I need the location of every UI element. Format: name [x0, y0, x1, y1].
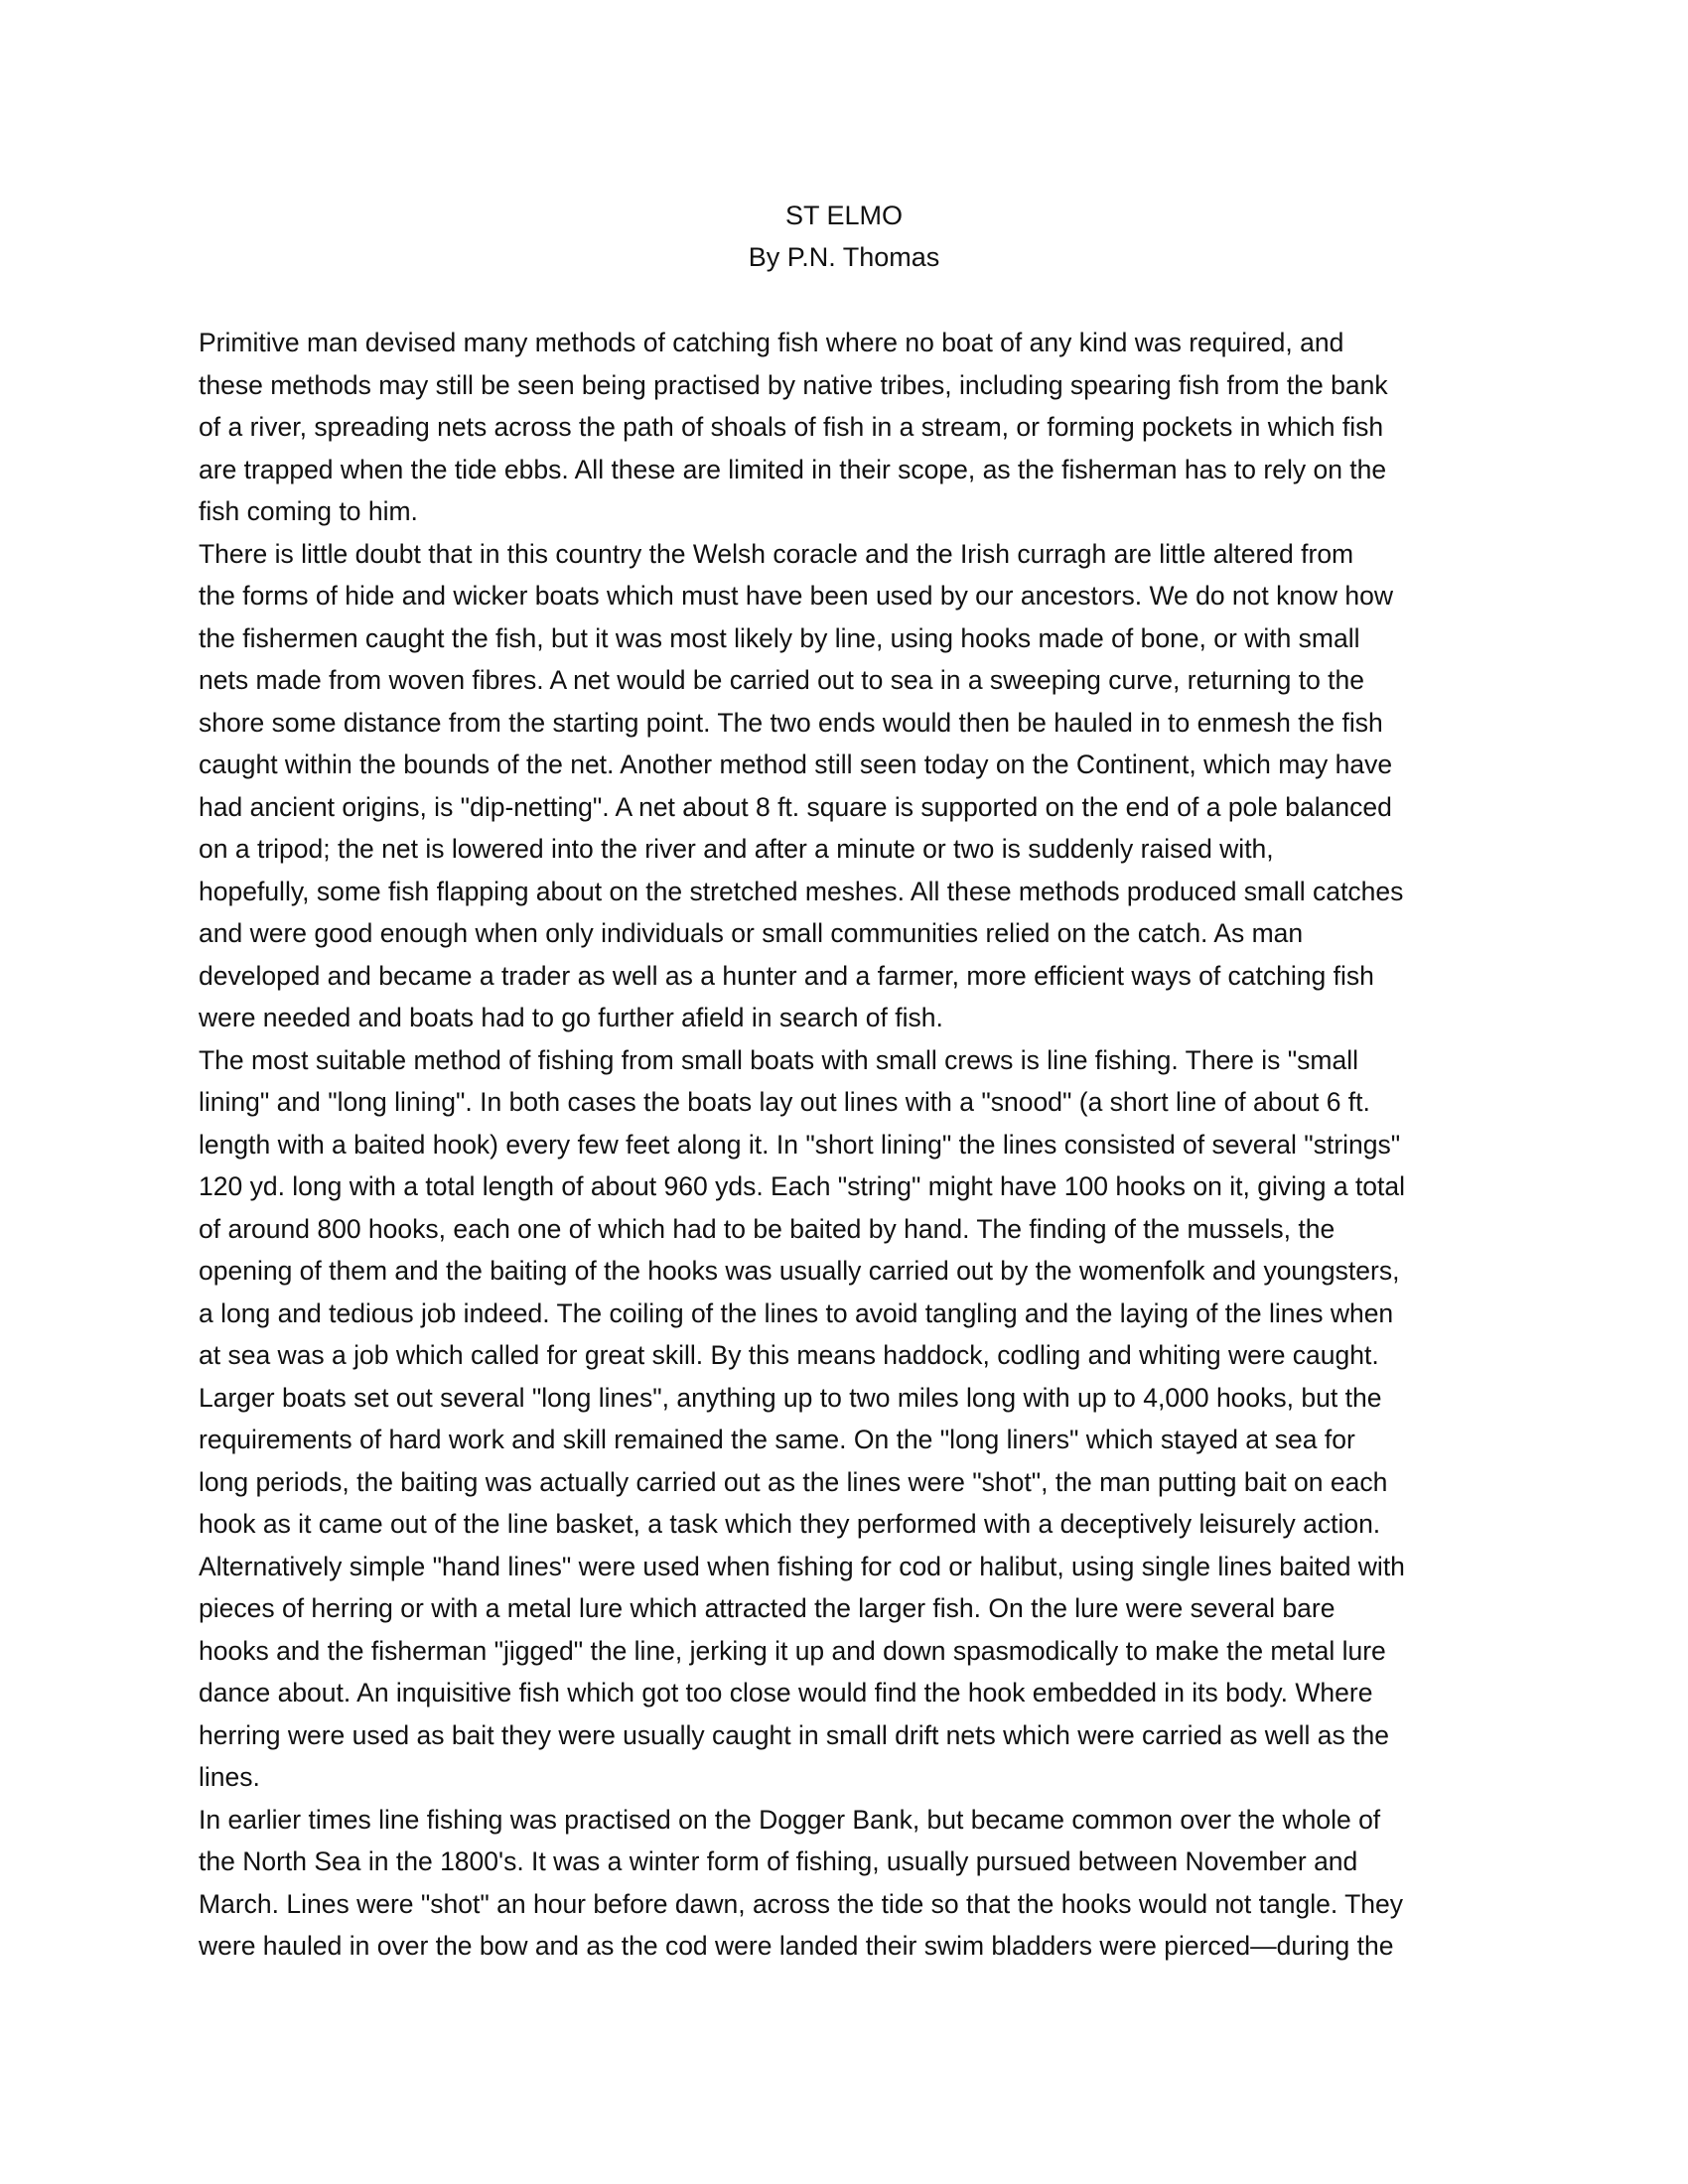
text-line: Alternatively simple "hand lines" were used when fishing for cod or halibut, using single lines baited with — [199, 1551, 1405, 1581]
text-line: the forms of hide and wicker boats which must have been used by our ancestors. We do not know how — [199, 581, 1393, 611]
text-line: the fishermen caught the fish, but it was most likely by line, using hooks made of bone, or with small — [199, 622, 1360, 653]
text-line: at sea was a job which called for great skill. By this means haddock, codling and whiting were caught. — [199, 1340, 1379, 1370]
text-line: lines. — [199, 1762, 260, 1792]
body-text — [199, 322, 1489, 1968]
text-line: herring were used as bait they were usually caught in small drift nets which were carried as well as the — [199, 1719, 1389, 1750]
text-line: In earlier times line fishing was practised on the Dogger Bank, but became common over the whole of — [199, 1804, 1381, 1835]
text-line: these methods may still be seen being practised by native tribes, including spearing fish from the bank — [199, 369, 1388, 400]
text-line: developed and became a trader as well as a hunter and a farmer, more efficient ways of catching fish — [199, 960, 1374, 991]
text-line: hopefully, some fish flapping about on the stretched meshes. All these methods produced small catches — [199, 876, 1404, 906]
text-line: Larger boats set out several "long lines", anything up to two miles long with up to 4,000 hooks, but the — [199, 1382, 1382, 1413]
text-line: of a river, spreading nets across the path of shoals of fish in a stream, or forming pockets in which fish — [199, 412, 1384, 442]
text-line: Primitive man devised many methods of catching fish where no boat of any kind was required, and — [199, 328, 1344, 357]
text-line: and were good enough when only individuals or small communities relied on the catch. As man — [199, 918, 1304, 948]
text-line: requirements of hard work and skill remained the same. On the "long liners" which stayed at sea for — [199, 1425, 1355, 1454]
text-line: pieces of herring or with a metal lure which attracted the larger fish. On the lure were several bare — [199, 1593, 1336, 1623]
text-line: were needed and boats had to go further afield in search of fish. — [199, 1003, 943, 1032]
text-line: the North Sea in the 1800's. It was a winter form of fishing, usually pursued between November and — [199, 1846, 1358, 1876]
text-line: dance about. An inquisitive fish which got too close would find the hook embedded in its body. Where — [199, 1678, 1373, 1707]
text-line: opening of them and the baiting of the hooks was usually carried out by the womenfolk and youngsters, — [199, 1256, 1400, 1286]
text-line: on a tripod; the net is lowered into the river and after a minute or two is suddenly raised with, — [199, 834, 1274, 864]
text-line: had ancient origins, is "dip-netting". A net about 8 ft. square is supported on the end of a pole balanced — [199, 791, 1392, 822]
text-line: hook as it came out of the line basket, a task which they performed with a deceptively leisurely action. — [199, 1509, 1381, 1539]
text-line: The most suitable method of fishing from small boats with small crews is line fishing. There is "small — [199, 1044, 1358, 1075]
text-line: were hauled in over the bow and as the cod were landed their swim bladders were pierced—during the — [199, 1931, 1394, 1961]
text-line: a long and tedious job indeed. The coiling of the lines to avoid tangling and the laying of the lines when — [199, 1297, 1394, 1328]
document-title: ST ELMO — [784, 201, 904, 230]
text-line: lining" and "long lining". In both cases the boats lay out lines with a "snood" (a short line of about 6 ft. — [199, 1087, 1370, 1117]
text-line: caught within the bounds of the net. Another method still seen today on the Continent, which may have — [199, 750, 1393, 779]
text-line: There is little doubt that in this country the Welsh coracle and the Irish curragh are little altered from — [199, 538, 1354, 569]
text-line: long periods, the baiting was actually carried out as the lines were "shot", the man putting bait on each — [199, 1466, 1388, 1497]
text-line: fish coming to him. — [199, 496, 418, 526]
text-line: March. Lines were "shot" an hour before dawn, across the tide so that the hooks would not tangle. They — [199, 1888, 1404, 1919]
text-line: shore some distance from the starting point. The two ends would then be hauled in to enmesh the fish — [199, 707, 1383, 738]
text-line: are trapped when the tide ebbs. All these are limited in their scope, as the fisherman has to rely on the — [199, 454, 1387, 484]
text-line: nets made from woven fibres. A net would be carried out to sea in a sweeping curve, returning to the — [199, 665, 1365, 695]
text-line: length with a baited hook) every few feet along it. In "short lining" the lines consisted of several "strings" — [199, 1129, 1401, 1160]
text-line: of around 800 hooks, each one of which had to be baited by hand. The finding of the mussels, the — [199, 1213, 1336, 1244]
document-byline: By P.N. Thomas — [748, 242, 940, 272]
text-line: 120 yd. long with a total length of about 960 yds. Each "string" might have 100 hooks on it, giving a total — [199, 1171, 1406, 1201]
text-line: hooks and the fisherman "jigged" the line, jerking it up and down spasmodically to make the metal lure — [199, 1635, 1386, 1666]
title-block — [0, 195, 1688, 278]
